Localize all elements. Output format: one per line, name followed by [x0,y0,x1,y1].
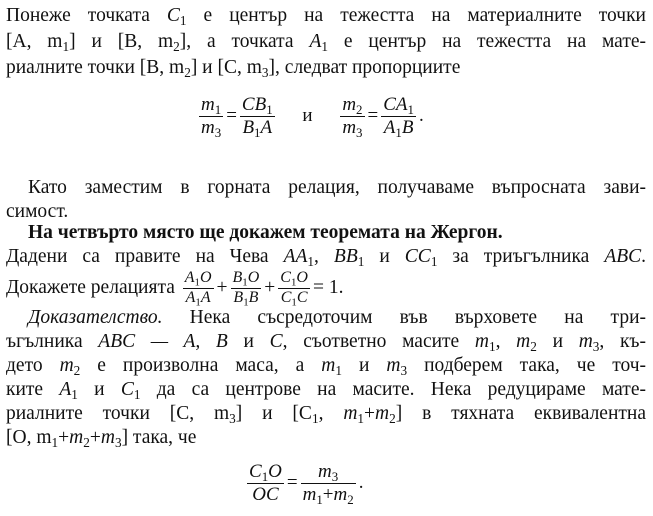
text-line: ъгълника ABC — A, B и C, съответно масите $m_1$, $m_2$ и $m_3$, къ- [6,331,647,354]
fraction: $\frac{m_3}{m_1+m_2}$ [302,461,354,507]
text-line: [A, $m_1$] и [B, $m_2$], а точката $A_1$ е център на тежестта на мате- [6,31,646,54]
text-line: Дадени са правите на Чева $AA_1$, $BB_1$ и $CC_1$ за триъгълника ABC. [6,246,647,269]
fraction: $\frac{m_1}{m_3}$ [201,94,222,140]
fraction: $\frac{CB_1}{B_1A}$ [241,94,273,140]
fraction: $\frac{CA_1}{A_1B}$ [383,94,414,140]
text-line: Доказателство. Нека съсредоточим във върховете на три- [28,307,646,328]
fraction: $\frac{m_2}{m_3}$ [342,94,363,140]
mass-ratio-equation: $\frac{C_1O}{OC}$ = $\frac{m_3}{m_1+m_2}$ . [249,461,364,507]
text-line: ките $A_1$ и $C_1$ да са центрове на масите. Нека редуцираме мате- [6,379,646,402]
text-line: риалните точки [C, $m_3$] и [$C_1$, $m_1+m_2$] в тяхната еквивалентна [6,403,647,426]
theorem-heading: На четвърто място ще докажем теоремата на Жергон. [28,222,503,243]
text-line: дето $m_2$ е произволна маса, а $m_1$ и $m_3$ подберем така, че точ- [6,355,647,378]
proportion-equation: $\frac{m_1}{m_3}$ = $\frac{CB_1}{B_1A}$ и $\frac{m_2}{m_3}$ = $\frac{CA_1}{A_1B}$ . [201,94,424,140]
text-line: Понеже точката $C_1$ е център на тежестта на материалните точки [6,5,646,28]
text-line: риалните точки [B, $m_2$] и [C, $m_3$], следват пропорциите [6,57,461,80]
text-line: Докажете релацията $\frac{A_1O}{A_1A}$ + $\frac{B_1O}{B_1B}$ + $\frac{C_1O}{C_1C}$ = 1. [6,269,344,309]
text-line: [O, $m_1+m_2+m_3$] така, че [6,427,197,450]
text-line: симост. [6,201,69,222]
text-line: Като заместим в горната релация, получаваме въпросната зави- [28,177,646,198]
fraction: $\frac{C_1O}{OC}$ [249,461,282,505]
